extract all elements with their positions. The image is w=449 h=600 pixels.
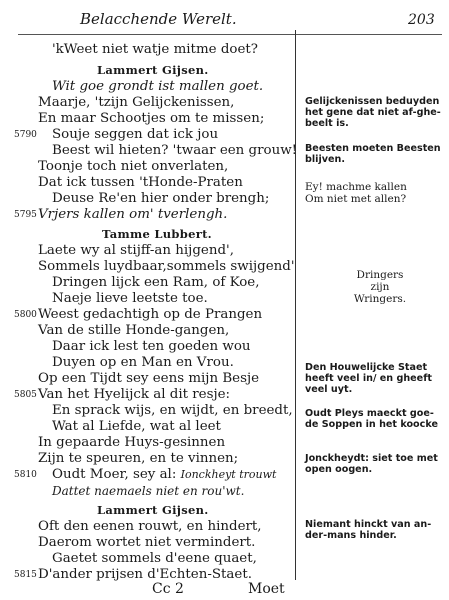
text-line: Oft den eenen rouwt, en hindert,	[38, 519, 262, 534]
margin-note-line: Wringers.	[353, 293, 407, 305]
margin-note-line: Dringers	[356, 269, 404, 281]
text-line: Dat ick tussen 'tHonde-Praten	[38, 175, 243, 190]
text-line: Wit goe grondt ist mallen goet.	[52, 79, 264, 94]
margin-note-line: Gelijckenissen beduyden	[305, 96, 440, 107]
signature-mark: Cc 2	[152, 581, 184, 597]
margin-note-line: Oudt Pleys maeckt goe-	[305, 408, 434, 419]
text-line: Zijn te speuren, en te vinnen;	[38, 451, 239, 466]
text-line: Wat al Liefde, wat al leet	[52, 419, 221, 434]
text-line: Deuse Re'en hier onder brengh;	[52, 191, 270, 206]
line-number: 5800	[14, 310, 37, 320]
text-line: In gepaarde Huys-gesinnen	[38, 435, 226, 450]
line-number: 5795	[14, 210, 37, 220]
margin-note-line: blijven.	[305, 154, 345, 165]
catchword: Moet	[248, 581, 285, 597]
line-number: 5790	[14, 130, 37, 140]
margin-note	[305, 181, 407, 205]
text-line: Duyen op en Man en Vrou.	[52, 355, 234, 370]
text-line: Gaetet sommels d'eene quaet,	[52, 551, 257, 566]
text-line: Daerom wortet niet vermindert.	[38, 535, 256, 550]
text-line: Dattet naemaels niet en rou'wt.	[52, 484, 245, 498]
margin-note-line: Om niet met allen?	[305, 193, 407, 205]
text-line: Toonje toch niet onverlaten,	[38, 159, 229, 174]
margin-note-line: Niemant hinckt van an-	[305, 519, 432, 530]
margin-note	[305, 408, 438, 430]
text-line: Van het Hyelijck al dit resje:	[38, 387, 231, 402]
margin-note	[305, 143, 441, 165]
speaker-name: Tamme Lubbert.	[102, 227, 212, 241]
text-line: Sommels luydbaar,sommels swijgend'	[38, 259, 295, 274]
margin-note-line: Beesten moeten Beesten	[305, 143, 441, 154]
column-divider	[295, 30, 296, 580]
speaker-name: Lammert Gijsen.	[97, 503, 209, 517]
text-segment: Oudt Moer, sey al:	[52, 467, 177, 482]
text-line: Op een Tijdt sey eens mijn Besje	[38, 371, 260, 386]
inline-italic: Ionckheyt trouwt	[180, 468, 277, 481]
margin-note-line: der-mans hinder.	[305, 530, 397, 541]
margin-note	[305, 96, 441, 129]
text-line: Souje seggen dat ick jou	[52, 127, 219, 142]
text-line: En maar Schootjes om te missen;	[38, 111, 265, 126]
text-line: Vrjers kallen om' tverlengh.	[38, 207, 228, 222]
header-rule	[18, 34, 442, 35]
running-title: Belacchende Werelt.	[80, 10, 237, 28]
text-line: Laete wy al stijff-an hijgend',	[38, 243, 234, 258]
line-number: 5815	[14, 570, 37, 580]
margin-note-line: open oogen.	[305, 464, 373, 475]
margin-note	[305, 453, 438, 475]
margin-note-line: Jonckheydt: siet toe met	[305, 453, 438, 464]
text-line: En sprack wijs, en wijdt, en breedt,	[52, 403, 293, 418]
margin-note	[305, 362, 432, 395]
margin-note-line: heeft veel in/ en gheeft	[305, 373, 432, 384]
text-line: Daar ick lest ten goeden wou	[52, 339, 251, 354]
margin-note-line: het gene dat niet af-ghe-	[305, 107, 441, 118]
margin-note	[350, 269, 410, 305]
margin-note-line: de Soppen in het koocke	[305, 419, 438, 430]
margin-note-line: beelt is.	[305, 118, 349, 129]
text-line	[52, 467, 276, 483]
text-line: Beest wil hieten? 'twaar een grouw!	[52, 143, 298, 158]
margin-note-line: Ey! machme kallen	[305, 181, 407, 193]
speaker-name: Lammert Gijsen.	[97, 63, 209, 77]
text-line: 'kWeet niet watje mitme doet?	[52, 42, 258, 57]
text-line: Maarje, 'tzijn Gelijckenissen,	[38, 95, 235, 110]
text-line: D'ander prijsen d'Echten-Staet.	[38, 567, 252, 582]
margin-note-line: Den Houwelijcke Staet	[305, 362, 428, 373]
text-line: Van de stille Honde-gangen,	[38, 323, 230, 338]
line-number: 5805	[14, 390, 37, 400]
text-line: Naeje lieve leetste toe.	[52, 291, 208, 306]
margin-note-line: veel uyt.	[305, 384, 353, 395]
text-line: Weest gedachtigh op de Prangen	[38, 307, 263, 322]
text-line: Dringen lijck een Ram, of Koe,	[52, 275, 260, 290]
margin-note	[305, 519, 431, 541]
page-number: 203	[408, 12, 435, 28]
margin-note-line: zijn	[370, 281, 390, 293]
line-number: 5810	[14, 470, 37, 480]
